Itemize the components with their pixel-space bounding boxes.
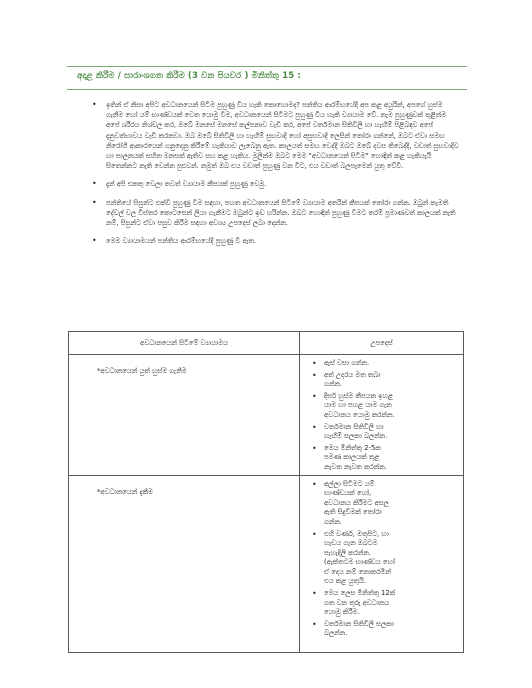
tip-text: මෙය මිනිත්තු 2-5ක පමණ කාලයක් තුළ නැවත නැවත කරන්න. (324, 443, 387, 471)
bullet-item (92, 198, 460, 229)
bullet-dot-icon: • (92, 236, 97, 246)
bullet-list (92, 100, 460, 254)
tip-text: අත් උදරය මත තබා ගන්න. (324, 370, 381, 389)
bullet-dot-icon: • (312, 391, 317, 401)
bullet-dot-icon: • (92, 197, 97, 207)
section-heading: අදාළ කිරීම / සාරාංශගත කිරීම (3 වන පියවර ) මිනිත්තු 15 : (77, 71, 301, 81)
bullet-dot-icon: • (312, 589, 317, 599)
tip-item (310, 620, 399, 639)
tips-cell (300, 355, 464, 476)
table-header-exercise: අවධානයෙන් සිටීමේ ව්‍යායාමය (69, 332, 300, 355)
section-heading-bar (67, 66, 467, 90)
bullet-text: දැන් අපි එකතු වෙලා තවත් ව්‍යායාම කීපයක් පුහුණු වෙමු. (106, 180, 267, 189)
bullet-dot-icon: • (312, 422, 317, 432)
tip-text: ඇස් වසා ගන්න. (324, 359, 370, 367)
tip-text: මෙය ලෙස මිනිත්තු 12ක් ගත වන තුරු අවධානය යොමු කිරීම. (324, 589, 396, 617)
bullet-item (92, 236, 460, 246)
tip-item (310, 371, 399, 390)
bullet-dot-icon: • (92, 179, 97, 189)
tip-item (310, 530, 399, 588)
table-header-row (69, 332, 464, 355)
bullet-dot-icon: • (312, 479, 317, 489)
bullet-dot-icon: • (312, 619, 317, 629)
exercise-name: *අවධානයෙන් යුත් හුස්ම ගැනීම (69, 355, 300, 476)
bullet-dot-icon: • (312, 359, 317, 368)
table-row (69, 475, 464, 652)
tip-text: වර්තමාන සිතිවිලි හා හැඟීම් සලකා බලන්න. (324, 422, 388, 441)
tip-text: වර්තමාන සිතිවිලි සලකා බලන්න. (324, 619, 394, 638)
tip-item (310, 392, 399, 421)
tip-item (310, 423, 399, 442)
exercise-name: *අවධානයෙන් දැකීම (69, 475, 300, 652)
tip-item (310, 359, 399, 369)
bullet-item (92, 179, 460, 189)
tip-text: එහි වර්ණ, මතුපිට, හා හැඩය ගැන ඔබටම පැහැදිලි කරන්න. (ඇක්තටම භාණ්ඩය හෝ ඒ දෙය නම් නොකරමින් එය කළ යුතුයි. (324, 529, 396, 586)
bullet-dot-icon: • (312, 370, 317, 380)
exercise-table (68, 331, 464, 653)
table-row (69, 355, 464, 476)
tip-text: අල්ලා සිටීමට යම් භාණ්ඩයක් හෝ, අවධානය කිරීමට අසල ඇති සිදුවීමක් තෝරා ගන්න. (324, 479, 389, 526)
tip-item (310, 480, 399, 528)
bullet-text: පන්තියේ සිසුන්ට එක්වී පුහුණු වීම සඳහා, පහත අවධානයෙන් සිටීමේ ව්‍යායාම අතරින් කීපයක් තෝරා ගන්න. ඔබුන් කැමති දේවල් වල විස්තර කොටසෙන් ලියා ගැනීමට ඔබුන්ට ඉඩ හරින්න. ඔබට හොඳින් පුහුණු වීමට තරම් ප්‍රමාණවත් කාලයක් නැති නම්, සිසුන්ට ඒවා පසුව කිරීම සඳහා අවශ්‍ය උපදෙස් ලබා දෙන්න. (106, 198, 456, 228)
tip-text: දීර්ඝ හුස්ම කීපයක ඉහළ යාම හා පහළ යාම ගැන අවධානය යොමු කරන්න. (324, 391, 395, 419)
table-header-tips: උපදෙස් (300, 332, 464, 355)
bullet-dot-icon: • (312, 443, 317, 453)
tip-item (310, 444, 399, 473)
tip-item (310, 589, 399, 618)
bullet-dot-icon: • (312, 529, 317, 539)
tips-cell (300, 475, 464, 652)
bullet-text: ඉතින් ඒ නිසා අපිට අවධානයෙන් සිටීම පුහුණු විය හැකි කොහොමද? පන්තිය ආරම්භයේදී අප කළ අයුරින්, අපගේ හුස්ම ගැනීම හෝ යම් භාණ්ඩයක් වෙත යොමු වීම, අවධානයෙන් සිටීමට පුහුණු විය හැකි ව්‍යායාම වේ. නැම පුහුණුවක් තුළින්ම අපේ ශරීරය නිශ්චල කර, ඔබේ මනසේ මනසේ කල්පනාව වැඩි කර, අපේ වර්තමාන සිතිවිලි හා හැඟීම් පිළිබඳව අපේ දැනුවත්භාවය වැඩි කරනවා. ඔබ ඔබේ සිතිවිලි හා හැඟීම් සුභවාදී හෝ අසුභවාදී ලෙසින් තෝරා ගන්නේ, ඔබට ඒවා සමඟ නිරෝගී ආකාරයෙන් ගනුදෙනු කිරීමේ හැකියාව ලැබෙනු ඇත. කාලයත් සමඟ වෙද්දී ඔබට ඔබේ දවස තිබෙද්දී, වඩාත් සුභවාදීව හා පාලනයක් සහිත මනසක් ඇතිව සහ කළ හැකිය. මුලින්ම ඔබට මෙම "අවධානයෙන් සිටීම" හොඳින් කළ හැකියැයි සිතෙන්නට නැති වෙන්න පුළුවන්. නමුත් ඔබ එය වඩාත් පුහුණු වන විට, එය වඩාත් බලපෑමෙන් යුතු වේවි. (106, 101, 459, 171)
bullet-text: මෙම ව්‍යායාමයන් පන්තිය ආරම්භයේදී පුහුණු වී ඇත. (106, 237, 257, 246)
bullet-item (92, 100, 460, 171)
bullet-dot-icon: • (92, 100, 97, 109)
